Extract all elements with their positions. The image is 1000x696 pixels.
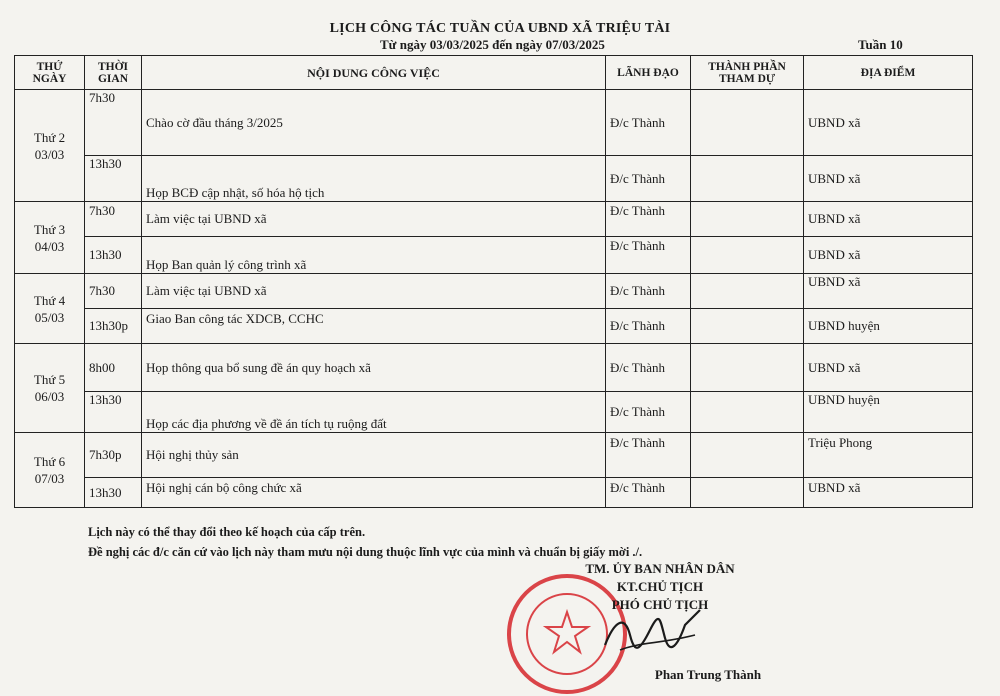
participants-cell: [691, 90, 804, 156]
table-row: [15, 478, 973, 508]
note-line: Lịch này có thể thay đổi theo kế hoạch của cấp trên.: [88, 525, 366, 539]
place-cell: UBND huyện: [804, 309, 973, 344]
date-range: Từ ngày 03/03/2025 đến ngày 07/03/2025: [380, 37, 605, 52]
participants-cell: [691, 237, 804, 274]
time-cell: 13h30: [85, 392, 142, 433]
place-cell: Triệu Phong: [804, 433, 973, 478]
leader-cell: Đ/c Thành: [606, 392, 691, 433]
place-cell: UBND xã: [804, 344, 973, 392]
content-cell: Làm việc tại UBND xã: [142, 202, 606, 237]
notes: [88, 522, 642, 562]
header-day: THỨ NGÀY: [15, 56, 85, 90]
leader-cell: Đ/c Thành: [606, 274, 691, 309]
participants-cell: [691, 478, 804, 508]
leader-cell: Đ/c Thành: [606, 237, 691, 274]
header-place: ĐỊA ĐIỂM: [804, 56, 973, 90]
table-row: [15, 309, 973, 344]
place-cell: UBND xã: [804, 90, 973, 156]
time-cell: 13h30: [85, 237, 142, 274]
place-cell: UBND xã: [804, 237, 973, 274]
participants-cell: [691, 274, 804, 309]
leader-cell: Đ/c Thành: [606, 156, 691, 202]
participants-cell: [691, 344, 804, 392]
header-leader: LÃNH ĐẠO: [606, 56, 691, 90]
day-cell: Thứ 3 04/03: [15, 202, 85, 274]
day-cell: Thứ 5 06/03: [15, 344, 85, 433]
time-cell: 7h30: [85, 90, 142, 156]
table-row: [15, 156, 973, 202]
day-cell: Thứ 2 03/03: [15, 90, 85, 202]
header-content: NỘI DUNG CÔNG VIỆC: [142, 56, 606, 90]
time-cell: 7h30p: [85, 433, 142, 478]
time-cell: 7h30: [85, 274, 142, 309]
leader-cell: Đ/c Thành: [606, 344, 691, 392]
note-line: Đề nghị các đ/c căn cứ vào lịch này tham mưu nội dung thuộc lĩnh vực của mình và chuẩn bị giấy mời ./.: [88, 545, 643, 559]
day-cell: Thứ 6 07/03: [15, 433, 85, 508]
leader-cell: Đ/c Thành: [606, 478, 691, 508]
table-row: [15, 344, 973, 392]
content-cell: Họp thông qua bổ sung đề án quy hoạch xã: [142, 344, 606, 392]
participants-cell: [691, 392, 804, 433]
table-row: [15, 202, 973, 237]
time-cell: 13h30: [85, 156, 142, 202]
leader-cell: Đ/c Thành: [606, 202, 691, 237]
content-cell: Họp Ban quản lý công trình xã: [142, 237, 606, 274]
content-cell: Chào cờ đầu tháng 3/2025: [142, 90, 606, 156]
leader-cell: Đ/c Thành: [606, 309, 691, 344]
sign-title: PHÓ CHỦ TỊCH: [611, 597, 709, 612]
table-row: [15, 392, 973, 433]
week-number: Tuần 10: [858, 37, 903, 52]
sign-role: KT.CHỦ TỊCH: [616, 579, 704, 594]
sign-org: TM. ỦY BAN NHÂN DÂN: [585, 561, 735, 576]
content-cell: Hội nghị thủy sản: [142, 433, 606, 478]
table-row: [15, 274, 973, 309]
participants-cell: [691, 309, 804, 344]
day-cell: Thứ 4 05/03: [15, 274, 85, 344]
participants-cell: [691, 202, 804, 237]
leader-cell: Đ/c Thành: [606, 433, 691, 478]
content-cell: Giao Ban công tác XDCB, CCHC: [142, 309, 606, 344]
document-title: LỊCH CÔNG TÁC TUẦN CỦA UBND XÃ TRIỆU TÀI: [329, 21, 671, 36]
header-participants: THÀNH PHẦN THAM DỰ: [691, 56, 804, 90]
place-cell: UBND xã: [804, 478, 973, 508]
participants-cell: [691, 156, 804, 202]
table-row: [15, 433, 973, 478]
table-row: [15, 237, 973, 274]
table-header-row: [15, 56, 973, 90]
signature-block: [520, 560, 800, 684]
place-cell: UBND xã: [804, 274, 973, 309]
content-cell: Họp BCĐ cập nhật, số hóa hộ tịch: [142, 156, 606, 202]
time-cell: 7h30: [85, 202, 142, 237]
leader-cell: Đ/c Thành: [606, 90, 691, 156]
content-cell: Họp các địa phương về đề án tích tụ ruộng đất: [142, 392, 606, 433]
table-row: [15, 90, 973, 156]
time-cell: 13h30p: [85, 309, 142, 344]
time-cell: 8h00: [85, 344, 142, 392]
place-cell: UBND xã: [804, 202, 973, 237]
content-cell: Làm việc tại UBND xã: [142, 274, 606, 309]
signer-name: Phan Trung Thành: [654, 667, 762, 682]
place-cell: UBND xã: [804, 156, 973, 202]
header-time: THỜI GIAN: [85, 56, 142, 90]
time-cell: 13h30: [85, 478, 142, 508]
place-cell: UBND huyện: [804, 392, 973, 433]
schedule-table: [14, 55, 973, 508]
participants-cell: [691, 433, 804, 478]
content-cell: Hội nghị cán bộ công chức xã: [142, 478, 606, 508]
